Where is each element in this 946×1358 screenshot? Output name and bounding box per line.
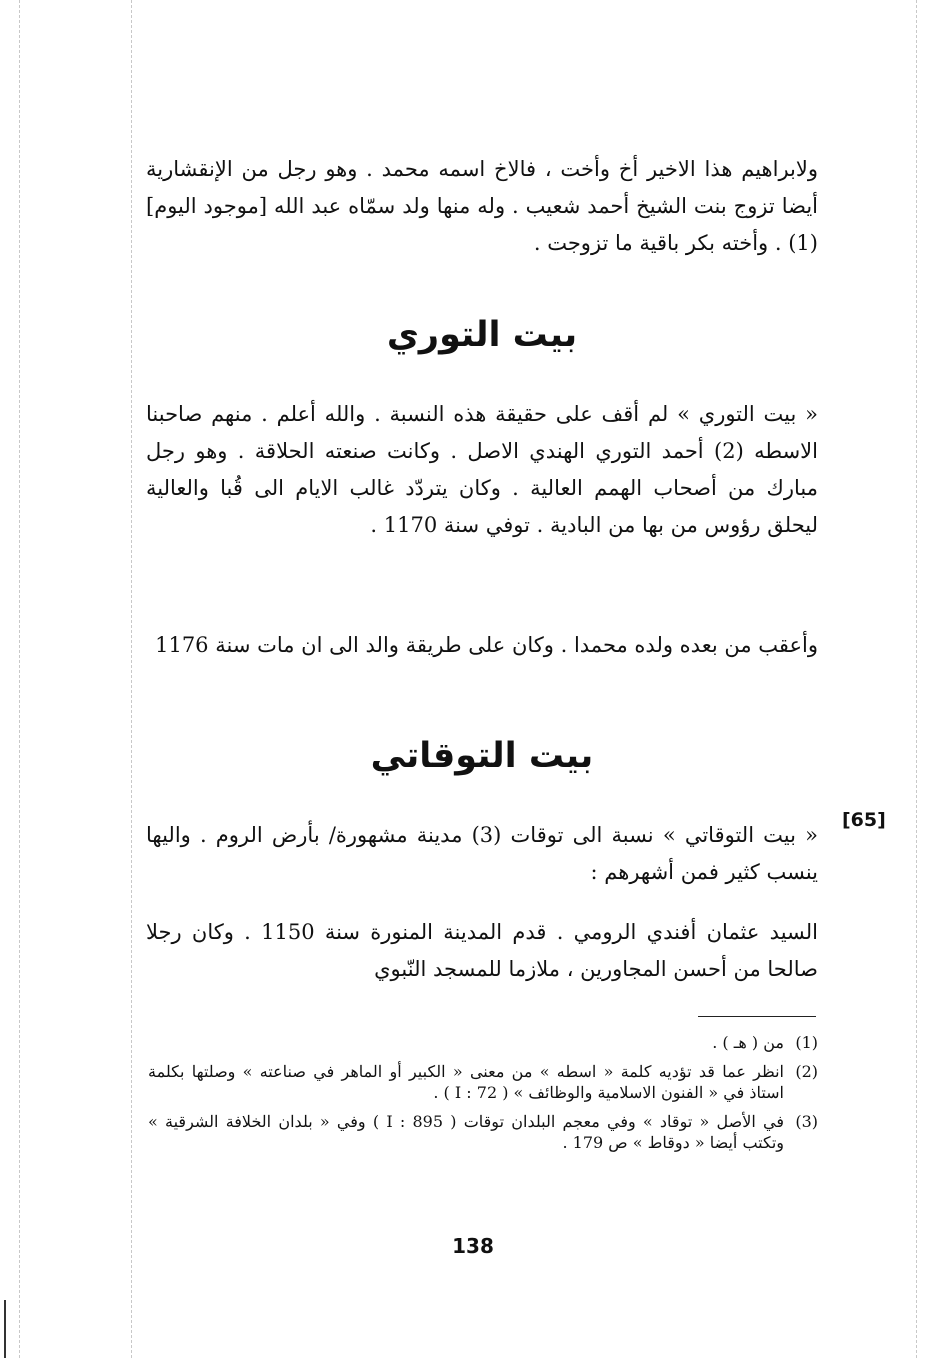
paragraph-bayt-al-turi: « بيت التوري » لم أقف على حقيقة هذه النسبة . والله أعلم . منهم صاحبنا الاسطه (2) أحمد التوري الهندي الاصل . وكانت صنعته الحلاقة . وهو رجل مبارك من أصحاب الهمم العالية . وكان يتردّد غالب الايام الى قُبا والعالية ليحلق رؤوس من بها من البادية . توفي سنة 1170 . <box>146 402 818 537</box>
footnote-item <box>148 1111 818 1153</box>
footnote-separator <box>698 1016 816 1017</box>
footnote-item <box>148 1061 818 1103</box>
paragraph-bayt-al-tuqati: « بيت التوقاتي » نسبة الى توقات (3) مدينة مشهورة/ بأرض الروم . واليها ينسب كثير فمن أشهرهم : <box>146 823 818 884</box>
footnotes <box>148 1032 818 1161</box>
footnote-item <box>148 1032 818 1053</box>
footnote-text: من ( هـ ) . <box>712 1033 784 1052</box>
paragraph-ibrahim-siblings: ولابراهيم هذا الاخير أخ وأخت ، فالاخ اسمه محمد . وهو رجل من الإنقشارية أيضا تزوج بنت الشيخ أحمد شعيب . وله منها ولد سمّاه عبد الله [موجود اليوم] (1) . وأخته بكر باقية ما تزوجت . <box>146 157 818 255</box>
margin-page-reference: [65] <box>842 809 886 831</box>
footnote-number: (2) <box>795 1062 818 1081</box>
heading-bayt-al-turi: بيت التوري <box>386 315 578 355</box>
footnote-text: انظر عما قد تؤديه كلمة « اسطه » من معنى « الكبير أو الماهر في صناعته » وصلتها بكلمة استاذ في « الفنون الاسلامية والوظائف » ( 72 : I ) . <box>148 1062 784 1102</box>
heading-bayt-al-tuqati: بيت التوقاتي <box>370 736 594 776</box>
scan-edge-mark <box>4 1300 6 1358</box>
scan-guide-line <box>916 0 917 1358</box>
scan-guide-line <box>131 0 132 1358</box>
footnote-number: (3) <box>795 1112 818 1131</box>
paragraph-muhammad-son: وأعقب من بعده ولده محمدا . وكان على طريقة والد الى ان مات سنة 1176 <box>155 633 818 657</box>
paragraph-uthman-effendi: السيد عثمان أفندي الرومي . قدم المدينة المنورة سنة 1150 . وكان رجلا صالحا من أحسن المجاورين ، ملازما للمسجد النّبوي <box>146 920 818 981</box>
page-number: 138 <box>452 1234 494 1258</box>
footnote-number: (1) <box>795 1033 818 1052</box>
scan-guide-line <box>19 0 20 1358</box>
footnote-text: في الأصل « توقاد » وفي معجم البلدان توقات ( I : 895 ) وفي « بلدان الخلافة الشرقية » وتكتب أيضا « دوقاط » ص 179 . <box>148 1112 785 1152</box>
